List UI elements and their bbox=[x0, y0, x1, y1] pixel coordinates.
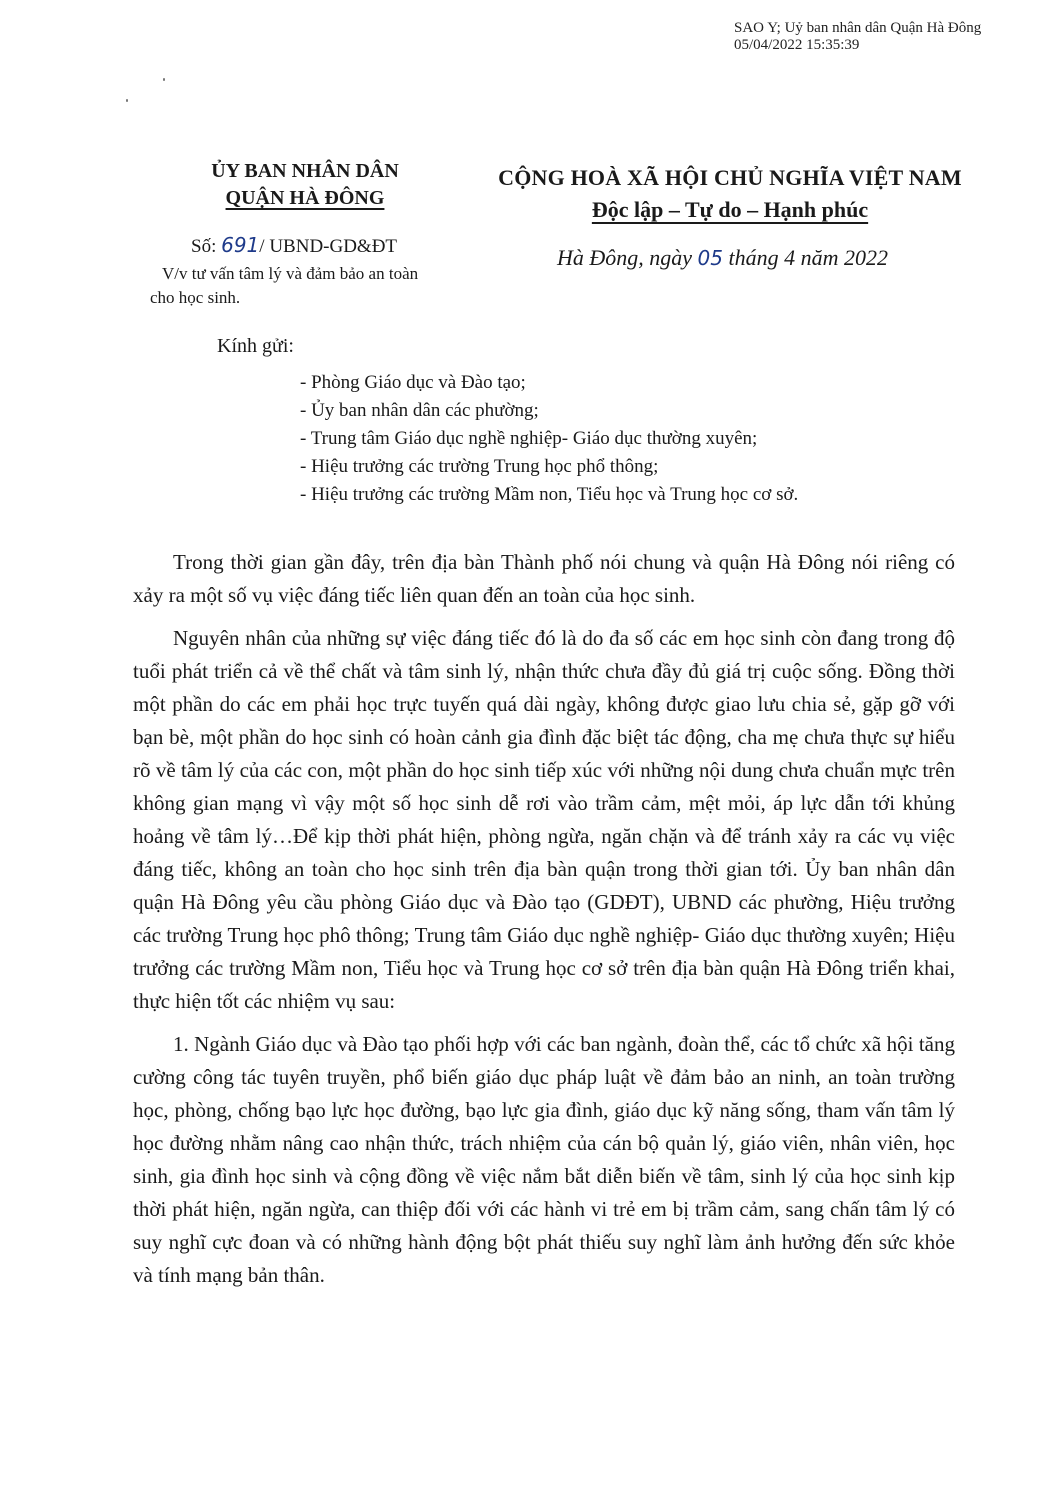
document-date bbox=[557, 245, 888, 271]
authority-line1: ỦY BAN NHÂN DÂN bbox=[211, 160, 399, 182]
copy-stamp bbox=[734, 20, 1044, 54]
subject-line2: cho học sinh. bbox=[150, 288, 241, 307]
date-suffix: tháng 4 năm 2022 bbox=[723, 245, 888, 270]
scan-speck bbox=[163, 78, 165, 81]
recipients-list bbox=[300, 369, 798, 509]
document-number-handwritten: 691 bbox=[221, 233, 260, 257]
authority-line2: QUẬN HÀ ĐÔNG bbox=[225, 187, 385, 209]
document-number-suffix: / UBND-GD&ĐT bbox=[259, 236, 398, 257]
recipients-label: Kính gửi: bbox=[217, 335, 294, 357]
national-motto bbox=[470, 162, 990, 226]
scan-speck bbox=[126, 99, 128, 102]
recipient-item: - Hiệu trưởng các trường Mầm non, Tiểu học và Trung học cơ sở. bbox=[300, 484, 799, 505]
document-subject bbox=[150, 262, 480, 310]
date-prefix: Hà Đông, ngày bbox=[557, 245, 698, 270]
country-name: CỘNG HOÀ XÃ HỘI CHỦ NGHĨA VIỆT NAM bbox=[498, 165, 962, 190]
motto: Độc lập – Tự do – Hạnh phúc bbox=[591, 197, 869, 222]
document-number-prefix: Số: bbox=[191, 236, 222, 257]
issuing-authority bbox=[150, 158, 460, 212]
document-body bbox=[133, 546, 955, 1302]
recipient-item: - Phòng Giáo dục và Đào tạo; bbox=[300, 372, 526, 393]
copy-stamp-line1: SAO Y; Uỷ ban nhân dân Quận Hà Đông bbox=[734, 20, 982, 36]
body-paragraph-3: 1. Ngành Giáo dục và Đào tạo phối hợp với các ban ngành, đoàn thể, các tổ chức xã hội tăng cường công tác tuyên truyền, phổ biến giáo dục pháp luật về đảm bảo an ninh, an toàn trường học, phòng, chống bạo lực học đường, bạo lực gia đình, giáo dục kỹ năng sống, tham vấn tâm lý học đường nhằm nâng cao nhận thức, trách nhiệm của cán bộ quản lý, giáo viên, nhân viên, học sinh, gia đình học sinh và cộng đồng về việc nắm bắt diễn biến về tâm, sinh lý của học sinh kịp thời phát hiện, ngăn ngừa, can thiệp đối với các hành vi trẻ em bị trầm cảm, sang chấn tâm lý có suy nghĩ cực đoan và có những hành động bột phát thiếu suy nghĩ làm ảnh hưởng đến sức khỏe và tính mạng bản thân. bbox=[133, 1032, 955, 1287]
copy-stamp-line2: 05/04/2022 15:35:39 bbox=[734, 37, 860, 53]
date-day-handwritten: 05 bbox=[697, 246, 723, 270]
body-paragraph-1: Trong thời gian gần đây, trên địa bàn Thành phố nói chung và quận Hà Đông nói riêng có xảy ra một số vụ việc đáng tiếc liên quan đến an toàn của học sinh. bbox=[133, 550, 955, 607]
recipient-item: - Ủy ban nhân dân các phường; bbox=[300, 400, 539, 421]
subject-line1: V/v tư vấn tâm lý và đảm bảo an toàn bbox=[162, 264, 419, 283]
body-paragraph-2: Nguyên nhân của những sự việc đáng tiếc đó là do đa số các em học sinh còn đang trong độ tuổi phát triển cả về thể chất và tâm sinh lý, nhận thức chưa đầy đủ giá trị cuộc sống. Đồng thời một phần do các em phải học trực tuyến quá dài ngày, không được giao lưu chia sẻ, gặp gỡ với bạn bè, một phần do học sinh có hoàn cảnh gia đình đặc biệt tác động, cha mẹ chưa thực sự hiểu rõ về tâm lý của các con, một phần do học sinh tiếp xúc với những nội dung chưa chuẩn mực trên không gian mạng vì vậy một số học sinh dễ rơi vào trầm cảm, mệt mỏi, áp lực dẫn tới khủng hoảng về tâm lý…Để kịp thời phát hiện, phòng ngừa, ngăn chặn và để tránh xảy ra các vụ việc đáng tiếc, không an toàn cho học sinh trên địa bàn quận trong thời gian tới. Ủy ban nhân dân quận Hà Đông yêu cầu phòng Giáo dục và Đào tạo (GDĐT), UBND các phường, Hiệu trưởng các trường Trung học phô thông; Trung tâm Giáo dục nghề nghiệp- Giáo dục thường xuyên; Hiệu trưởng các trường Mầm non, Tiểu học và Trung học cơ sở trên địa bàn quận Hà Đông triển khai, thực hiện tốt các nhiệm vụ sau: bbox=[133, 626, 955, 1013]
document-number bbox=[191, 233, 397, 258]
recipient-item: - Trung tâm Giáo dục nghề nghiệp- Giáo dục thường xuyên; bbox=[300, 428, 758, 449]
recipient-item: - Hiệu trưởng các trường Trung học phổ thông; bbox=[300, 456, 659, 477]
